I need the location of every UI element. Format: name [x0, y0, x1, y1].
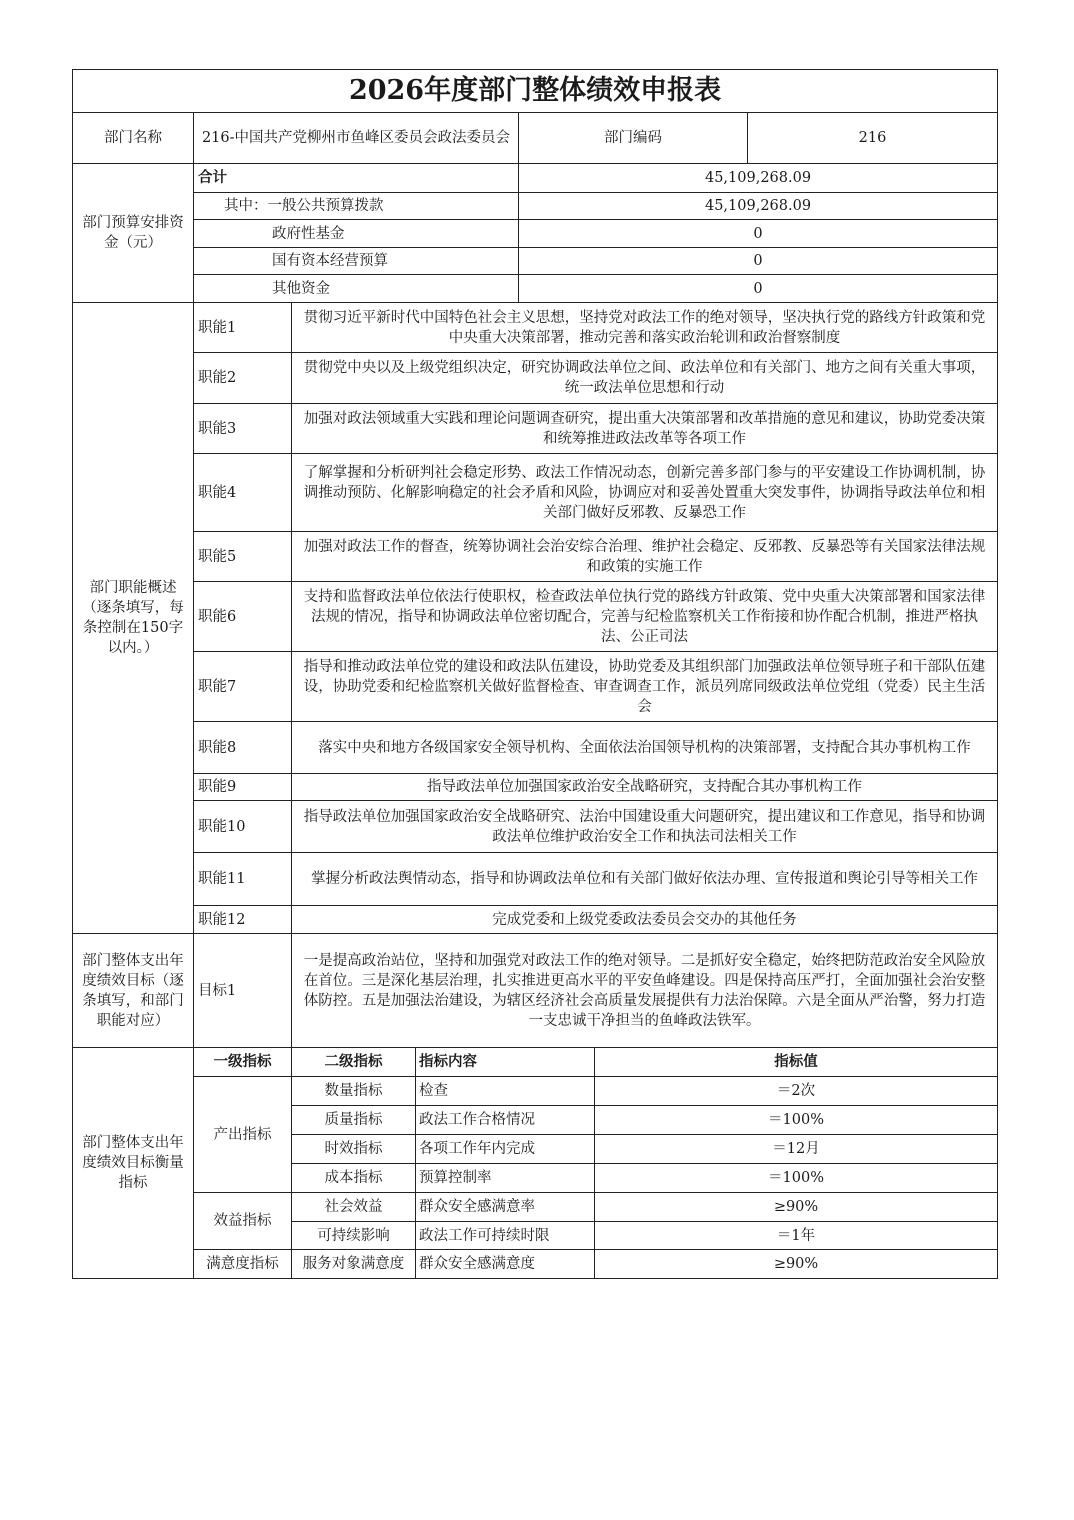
indicator-content: 各项工作年内完成 — [416, 1135, 595, 1164]
function-text: 加强对政法工作的督查，统筹协调社会治安综合治理、维护社会稳定、反邪教、反暴恐等有关国家法律法规和政策的实施工作 — [292, 532, 998, 582]
indicator-content: 预算控制率 — [416, 1164, 595, 1193]
goals-section-label: 部门整体支出年度绩效目标（逐条填写，和部门职能对应） — [73, 934, 194, 1048]
indicator-value: ＝100% — [595, 1164, 998, 1193]
indicator-level2: 社会效益 — [292, 1193, 416, 1222]
budget-row-value: 0 — [519, 248, 998, 275]
function-label: 职能8 — [194, 722, 292, 774]
budget-row-label: 国有资本经营预算 — [194, 248, 519, 275]
indicator-level2: 数量指标 — [292, 1077, 416, 1106]
function-text: 指导政法单位加强国家政治安全战略研究，支持配合其办事机构工作 — [292, 774, 998, 801]
dept-name-value: 216-中国共产党柳州市鱼峰区委员会政法委员会 — [194, 113, 519, 164]
function-text: 指导政法单位加强国家政治安全战略研究、法治中国建设重大问题研究，提出建议和工作意见，指导和协调政法单位维护政治安全工作和执法司法相关工作 — [292, 801, 998, 853]
indicator-level1: 满意度指标 — [194, 1250, 292, 1279]
indicator-level2: 时效指标 — [292, 1135, 416, 1164]
function-label: 职能2 — [194, 353, 292, 404]
function-text: 掌握分析政法舆情动态，指导和协调政法单位和有关部门做好依法办理、宣传报道和舆论引导等相关工作 — [292, 853, 998, 906]
function-label: 职能6 — [194, 582, 292, 652]
indicator-content: 检查 — [416, 1077, 595, 1106]
header-value: 指标值 — [595, 1048, 998, 1077]
indicator-content: 群众安全感满意率 — [416, 1193, 595, 1222]
indicator-level2: 可持续影响 — [292, 1222, 416, 1250]
budget-row-label: 合计 — [194, 164, 519, 193]
dept-code-label: 部门编码 — [519, 113, 748, 164]
budget-row-label: 其中：一般公共预算拨款 — [194, 193, 519, 220]
goal-text: 一是提高政治站位，坚持和加强党对政法工作的绝对领导。二是抓好安全稳定，始终把防范政治安全风险放在首位。三是深化基层治理，扎实推进更高水平的平安鱼峰建设。四是保持高压严打，全面加强社会治安整体防控。五是加强法治建设，为辖区经济社会高质量发展提供有力法治保障。六是全面从严治警，努力打造一支忠诚干净担当的鱼峰政法铁军。 — [292, 934, 998, 1048]
budget-section-label: 部门预算安排资金（元） — [73, 164, 194, 303]
function-text: 完成党委和上级党委政法委员会交办的其他任务 — [292, 906, 998, 934]
function-text: 了解掌握和分析研判社会稳定形势、政法工作情况动态，创新完善多部门参与的平安建设工作协调机制，协调推动预防、化解影响稳定的社会矛盾和风险，协调应对和妥善处置重大突发事件，协调指导政法单位和相关部门做好反邪教、反暴恐工作 — [292, 454, 998, 532]
function-text: 落实中央和地方各级国家安全领导机构、全面依法治国领导机构的决策部署，支持配合其办事机构工作 — [292, 722, 998, 774]
indicator-value: ＝1年 — [595, 1222, 998, 1250]
function-label: 职能3 — [194, 404, 292, 454]
function-text: 加强对政法领域重大实践和理论问题调查研究，提出重大决策部署和改革措施的意见和建议，协助党委决策和统筹推进政法改革等各项工作 — [292, 404, 998, 454]
budget-row-label: 其他资金 — [194, 275, 519, 303]
budget-row-value: 45,109,268.09 — [519, 193, 998, 220]
dept-name-label: 部门名称 — [73, 113, 194, 164]
budget-row-value: 45,109,268.09 — [519, 164, 998, 193]
form-title: 2026年度部门整体绩效申报表 — [73, 70, 998, 113]
function-label: 职能11 — [194, 853, 292, 906]
indicator-value: ≥90% — [595, 1250, 998, 1279]
indicator-level2: 质量指标 — [292, 1106, 416, 1135]
indicator-value: ＝12月 — [595, 1135, 998, 1164]
goal-label: 目标1 — [194, 934, 292, 1048]
budget-row-label: 政府性基金 — [194, 220, 519, 248]
function-label: 职能10 — [194, 801, 292, 853]
indicator-value: ≥90% — [595, 1193, 998, 1222]
performance-form-table — [72, 69, 998, 1279]
dept-code-value: 216 — [748, 113, 998, 164]
header-content: 指标内容 — [416, 1048, 595, 1077]
indicator-value: ＝100% — [595, 1106, 998, 1135]
header-level2: 二级指标 — [292, 1048, 416, 1077]
indicator-level2: 成本指标 — [292, 1164, 416, 1193]
function-label: 职能9 — [194, 774, 292, 801]
indicator-level2: 服务对象满意度 — [292, 1250, 416, 1279]
indicator-level1: 产出指标 — [194, 1077, 292, 1193]
function-text: 指导和推动政法单位党的建设和政法队伍建设，协助党委及其组织部门加强政法单位领导班子和干部队伍建设，协助党委和纪检监察机关做好监督检查、审查调查工作，派员列席同级政法单位党组（党委）民主生活会 — [292, 652, 998, 722]
functions-section-label: 部门职能概述（逐条填写，每条控制在150字以内。） — [73, 303, 194, 934]
indicator-value: ＝2次 — [595, 1077, 998, 1106]
budget-row-value: 0 — [519, 220, 998, 248]
indicator-content: 政法工作合格情况 — [416, 1106, 595, 1135]
header-level1: 一级指标 — [194, 1048, 292, 1077]
function-text: 贯彻习近平新时代中国特色社会主义思想，坚持党对政法工作的绝对领导，坚决执行党的路线方针政策和党中央重大决策部署，推动完善和落实政治轮训和政治督察制度 — [292, 303, 998, 353]
function-label: 职能1 — [194, 303, 292, 353]
function-label: 职能4 — [194, 454, 292, 532]
function-label: 职能5 — [194, 532, 292, 582]
function-label: 职能7 — [194, 652, 292, 722]
indicators-section-label: 部门整体支出年度绩效目标衡量指标 — [73, 1048, 194, 1279]
function-label: 职能12 — [194, 906, 292, 934]
indicator-level1: 效益指标 — [194, 1193, 292, 1250]
indicator-content: 政法工作可持续时限 — [416, 1222, 595, 1250]
budget-row-value: 0 — [519, 275, 998, 303]
indicator-content: 群众安全感满意度 — [416, 1250, 595, 1279]
function-text: 贯彻党中央以及上级党组织决定，研究协调政法单位之间、政法单位和有关部门、地方之间有关重大事项，统一政法单位思想和行动 — [292, 353, 998, 404]
function-text: 支持和监督政法单位依法行使职权，检查政法单位执行党的路线方针政策、党中央重大决策部署和国家法律法规的情况，指导和协调政法单位密切配合，完善与纪检监察机关工作衔接和协作配合机制，推进严格执法、公正司法 — [292, 582, 998, 652]
